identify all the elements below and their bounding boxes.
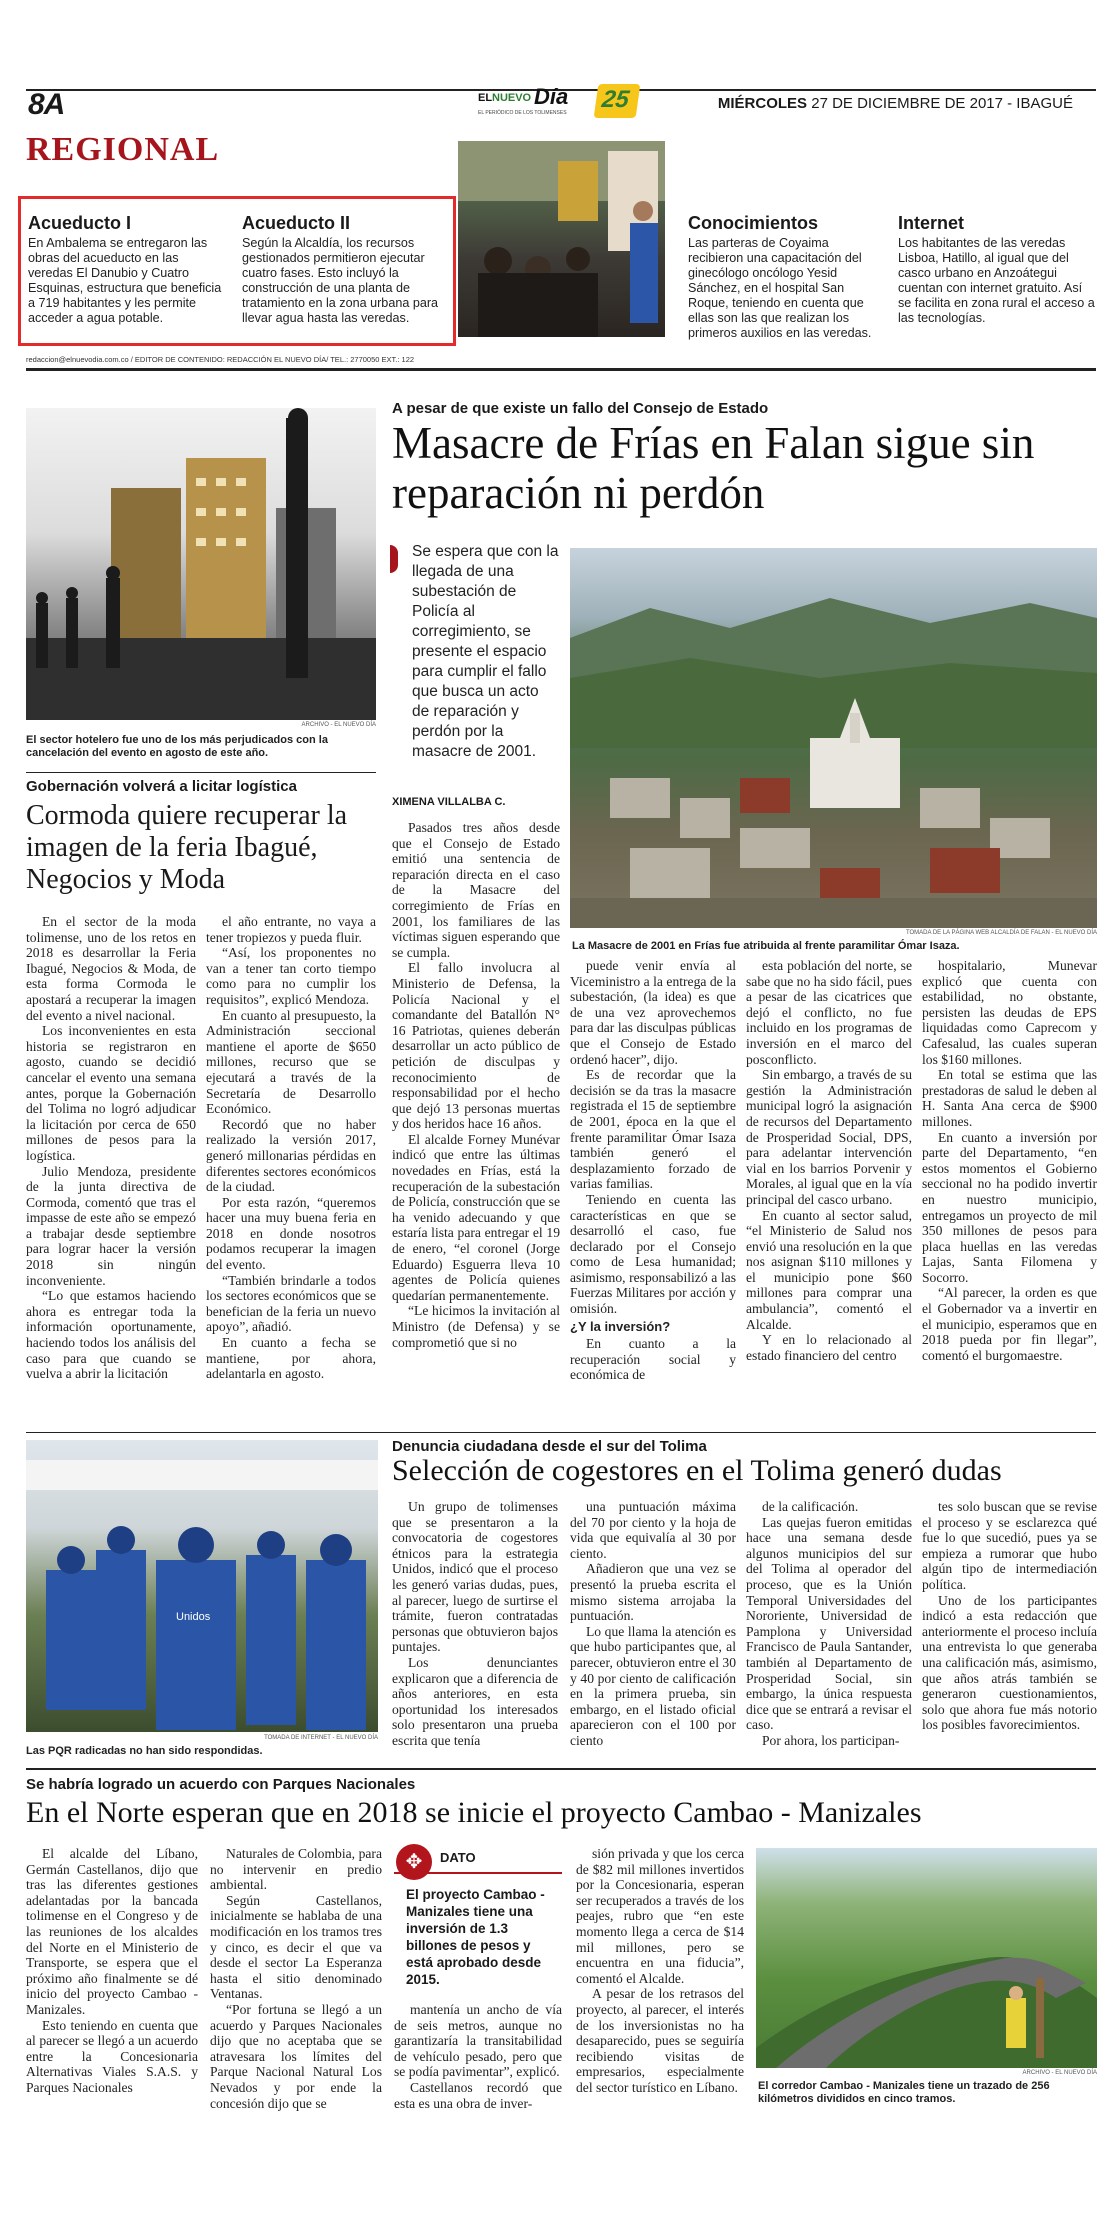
paragraph: Esto teniendo en cuenta que al parecer se llegó a un acuerdo entre la Concesionaria Alternativas Viales S.A.S. y Parques Nacionales xyxy=(26,2017,198,2095)
article-kicker: A pesar de que existe un fallo del Consejo de Estado xyxy=(392,400,769,417)
paragraph: “Lo que estamos haciendo ahora es entregar toda la información oportunamente, haciendo todos los análisis del caso para que cuando se vuelva a abrir la licitación xyxy=(26,1288,196,1382)
article-body-col-1 xyxy=(392,1499,558,1749)
article-body-col-4 xyxy=(922,1499,1097,1733)
article-headline: Masacre de Frías en Falan sigue sin reparación ni perdón xyxy=(392,418,1035,518)
section-title: REGIONAL xyxy=(26,131,220,168)
frias-photo-aerial xyxy=(570,548,1097,928)
brief-title: Acueducto II xyxy=(242,213,351,233)
svg-text:Unidos: Unidos xyxy=(176,1611,211,1623)
paragraph: Un grupo de tolimenses que se presentaron a la convocatoria de cogestores étnicos para la estrategia Unidos, indicó que el proceso les generó varias dudas, pues, al parecer, luego de surtirse el trámite, fueron contratadas personas que obtuvieron bajos puntajes. xyxy=(392,1499,558,1655)
paragraph: “También brindarle a todos los sectores económicos que se benefician de la feria un nuevo apoyo”, añadió. xyxy=(206,1272,376,1335)
article-body-col-4 xyxy=(576,1846,744,2096)
article-body-col-3 xyxy=(394,2002,562,2111)
paragraph: El alcalde del Líbano, Germán Castellanos, dijo que tras las diferentes gestiones adelantadas por la bancada tolimense en el Congreso y de las reuniones de los alcaldes del Norte en el Ministerio de Transporte, se espera que el próximo año finalmente se dé inicio del proyecto Cambao - Manizales. xyxy=(26,1846,198,2017)
dato-header xyxy=(394,1846,562,1874)
paragraph: El fallo involucra al Ministerio de Defensa, la Policía Nacional y el comandante del Batallón N° 16 Patriotas, quienes deberán desarrollar un acto público de petición de disculpas y reconocimiento de responsabilidad por el hecho que dejó 13 personas muertas y dos heridos hace 16 años. xyxy=(392,960,560,1132)
article-body-col-1 xyxy=(392,820,560,1350)
article-body-col-2 xyxy=(206,914,376,1382)
paragraph: Y en lo relacionado al estado financiero del centro xyxy=(746,1332,912,1363)
brief-conocimientos xyxy=(688,213,884,341)
paragraph: Naturales de Colombia, para no intervenir en predio ambiental. xyxy=(210,1846,382,1893)
town-aerial-illustration xyxy=(570,548,1097,928)
paragraph: “Por fortuna se llegó a un acuerdo y Parques Nacionales dijo que no aceptaba que se atravesara los límites del Parque Nacional Natural Los Nevados y por ende la concesión dijo que se xyxy=(210,2001,382,2111)
article-body-col-2 xyxy=(210,1846,382,2111)
cambao-photo-road xyxy=(756,1848,1097,2068)
article-body-col-2 xyxy=(570,958,736,1383)
paragraph: tes solo buscan que se revise el proceso y se esclarezca qué fue lo que sucedió, pues ya se empieza a rumorar que hubo algún tipo de intermediación política. xyxy=(922,1499,1097,1592)
article-byline: XIMENA VILLALBA C. xyxy=(392,796,506,808)
brief-text: Las parteras de Coyaima recibieron una capacitación del ginecólogo oncólogo Yesid Sánchez, en el hospital San Roque, teniendo en cuenta que ellas son las que realizan los primeros auxilios en las veredas. xyxy=(688,236,872,340)
brief-text: Según la Alcaldía, los recursos gestionados permitieron ejecutar cuatro fases. Esto incluyó la construcción de una planta de tratamiento en la zona urbana para llevar agua hasta las veredas. xyxy=(242,236,439,325)
anniversary-badge xyxy=(594,84,641,118)
dato-box xyxy=(394,1846,562,1987)
photo-credit: ARCHIVO - EL NUEVO DÍA xyxy=(1022,2070,1097,2076)
paragraph: Lo que llama la atención es que hubo participantes que, al parecer, obtuvieron entre el 30 y 40 por ciento de calificación en la primera prueba, sin embargo, en el listado oficial aparecieron con el 100 por ciento xyxy=(570,1623,736,1748)
article-kicker: Denuncia ciudadana desde el sur del Tolima xyxy=(392,1438,707,1455)
paragraph: Los inconvenientes en esta historia se registraron en agosto, cuando se decidió cancelar el evento una semana antes, porque la Gobernación del Tolima no logró adjudicar la licitación por cerca de 650 millones de pesos para la logística. xyxy=(26,1023,196,1163)
paragraph: una puntuación máxima del 70 por ciento y la hoja de vida que equivalía al 30 por ciento. xyxy=(570,1499,736,1561)
photo-caption: La Masacre de 2001 en Frías fue atribuida al frente paramilitar Ómar Isaza. xyxy=(572,940,960,952)
paragraph: Sin embargo, a través de su gestión la Administración municipal logró la asignación de recursos del Departamento de Prosperidad Social, DPS, para adelantar intervención vial en los barrios Porvenir y Morales, al igual que en la vía principal del casco urbano. xyxy=(746,1067,912,1207)
anniversary-number: 25 xyxy=(600,86,631,113)
date-rest: 27 DE DICIEMBRE DE 2017 - IBAGUÉ xyxy=(811,95,1073,112)
cogestores-photo-meeting xyxy=(26,1440,378,1732)
paragraph: A pesar de los retrasos del proyecto, al parecer, el interés de los inversionistas no ha desaparecido, pues se seguiría recibiendo visitas de empresarios, especialmente del sector turístico en Líbano. xyxy=(576,1986,744,2095)
brief-title: Acueducto I xyxy=(28,213,132,233)
paragraph: En cuanto al presupuesto, la Administración seccional mantiene el aporte de $650 millones, recurso que se ejecutará a través de la Secretaría de Desarrollo Económico. xyxy=(206,1007,376,1117)
article-headline: Cormoda quiere recuperar la imagen de la feria Ibagué, Negocios y Moda xyxy=(26,800,348,895)
paragraph: En cuanto a fecha se mantiene, por ahora, adelantarla en agosto. xyxy=(206,1335,376,1382)
paragraph: mantenía un ancho de vía de seis metros, aunque no garantizaría la transitabilidad de vehículo pesado, pero que se podía pavimentar”, explicó. xyxy=(394,2002,562,2080)
paragraph: “Así, los proponentes no van a tener tan corto tiempo como para no cumplir los requisitos”, explicó Mendoza. xyxy=(206,945,376,1007)
paragraph: sión privada y que los cerca de $82 mil millones invertidos por la Concesionaria, esperan ser recuperados a través de los peajes, rubro que “en este momento llega a cerca de $14 mil millones, pero se encuentra en una fiducia”, comentó el Alcalde. xyxy=(576,1846,744,1986)
paragraph: En cuanto a inversión por parte del Departamento, “en estos momentos el Gobierno seccional no ha podido invertir en nuestro municipio, entregamos un proyecto de mil 350 millones de pesos para placa huellas en las veredas Lajas, Santa Filomena y Socorro. xyxy=(922,1129,1097,1285)
training-scene-illustration xyxy=(458,141,665,337)
brief-acueducto-2 xyxy=(242,213,442,326)
date-weekday: MIÉRCOLES xyxy=(717,95,808,112)
article-lede: Se espera que con la llegada de una subestación de Policía al corregimiento, se presente el espacio para cumplir el fallo que busca un acto de reparación y perdón por la masacre de 2001. xyxy=(412,543,559,760)
road-scene-illustration xyxy=(756,1848,1097,2068)
article-headline: En el Norte esperan que en 2018 se inicie el proyecto Cambao - Manizales xyxy=(26,1796,922,1829)
runway-scene-illustration xyxy=(26,408,376,720)
photo-caption: El sector hotelero fue uno de los más perjudicados con la cancelación del evento en agosto de este año. xyxy=(26,734,328,759)
paragraph: Teniendo en cuenta las características en que se desarrolló el caso, fue declarado por el Consejo como de Lesa humanidad; asimismo, responsabilizó a las Fuerzas Militares por acción y omisión. xyxy=(570,1191,736,1317)
paragraph: Julio Mendoza, presidente de la junta directiva de Cormoda, comentó que tras el impasse de este año se empezó a trabajar desde septiembre para lograr hacer la versión 2018 sin ningún inconveniente. xyxy=(26,1163,196,1288)
article-body-col-1 xyxy=(26,1846,198,2096)
section-subhead: ¿Y la inversión? xyxy=(570,1318,671,1334)
article-body-col-1 xyxy=(26,914,196,1382)
paragraph: Uno de los participantes indicó a esta redacción que anteriormente el proceso incluía una entrevista lo que generaba una calificación más, asimismo, que años atrás también se generaron cuestionamientos, solo que ahora fue más notorio los posibles favorecimientos. xyxy=(922,1592,1097,1733)
logo-nuevo: NUEVO xyxy=(492,92,532,104)
paragraph: “Al parecer, la orden es que el Gobernador va a invertir en el municipio, esperamos que en 2018 pueda por fin llegar”, comentó el burgomaestre. xyxy=(922,1285,1097,1363)
paragraph: puede venir envía al Viceministro a la entrega de la subestación, (la idea) es que de una vez aprovechemos para dar las disculpas públicas que el Consejo de Estado ordenó hacer”, dijo. xyxy=(570,958,736,1067)
paragraph: En cuanto al sector salud, “el Ministerio de Salud nos envió una resolución en la que nos asignan $110 millones y el municipio pone $60 millones para comprar una ambulancia”, comentó el Alcalde. xyxy=(746,1207,912,1332)
article-headline: Selección de cogestores en el Tolima generó dudas xyxy=(392,1454,1002,1487)
paragraph: Según Castellanos, inicialmente se hablaba de una modificación en los tramos tres y cinco, es decir el que va desde el sector La Esperanza hasta el sitio denominado Ventanas. xyxy=(210,1892,382,2002)
photo-credit: ARCHIVO - EL NUEVO DÍA xyxy=(301,722,376,728)
brief-acueducto-1 xyxy=(28,213,224,326)
photo-credit: TOMADA DE LA PÁGINA WEB ALCALDÍA DE FALAN - EL NUEVO DÍA xyxy=(905,930,1097,936)
newspaper-logo xyxy=(478,86,648,126)
meeting-scene-illustration xyxy=(26,1440,378,1732)
paragraph: Pasados tres años desde que el Consejo de Estado emitió una sentencia de reparación directa en el caso de la Masacre del corregimiento de Frías en 2001, los familiares de las víctimas siguen esperando que se cumpla. xyxy=(392,820,560,960)
paragraph: hospitalario, Munevar explicó que cuenta con estabilidad, no obstante, persisten las deudas de EPS liquidadas como Caprecom y Cafesalud, las cuales superan los $160 millones. xyxy=(922,958,1097,1067)
paragraph: Añadieron que una vez se presentó la prueba escrita el mismo sistema arrojaba la puntuación. xyxy=(570,1561,736,1624)
article-body-col-4 xyxy=(922,958,1097,1363)
paragraph: En cuanto a la recuperación social y económica de xyxy=(570,1336,736,1383)
lede-marker xyxy=(390,545,398,573)
paragraph: Por esta razón, “queremos hacer una muy buena feria en 2018 en donde nosotros podamos recuperar la imagen del evento. xyxy=(206,1194,376,1273)
cormoda-photo-runway xyxy=(26,408,376,720)
dato-text: El proyecto Cambao - Manizales tiene una inversión de 1.3 billones de pesos y está aprobado desde 2015. xyxy=(406,1887,545,1987)
paragraph: Por ahora, los participan- xyxy=(762,1732,900,1748)
issue-date xyxy=(718,95,1073,112)
dato-puzzle-icon: ✥ xyxy=(396,1844,432,1880)
dato-label: DATO xyxy=(440,1850,476,1865)
paragraph: de la calificación. xyxy=(762,1499,859,1514)
photo-caption: Las PQR radicadas no han sido respondidas. xyxy=(26,1745,263,1757)
logo-el: EL xyxy=(478,92,493,104)
editor-contact-line: redaccion@elnuevodia.com.co / EDITOR DE CONTENIDO: REDACCIÓN EL NUEVO DÍA/ TEL.: 2770050 EXT.: 122 xyxy=(26,355,415,364)
paragraph: En total se estima que las prestadoras de salud le deben al H. Santa Ana cerca de $900 millones. xyxy=(922,1067,1097,1129)
article-kicker: Gobernación volverá a licitar logística xyxy=(26,778,297,795)
paragraph: El alcalde Forney Munévar indicó que entre las últimas novedades en Frías, está la recuperación de la subestación de Policía, construcción que se ha venido adecuando y que estaría lista para entregar el 19 de enero, “el coronel (Jorge Eduardo) Esguerra lleva 10 agentes de Policía quienes quedarían permanentemente. xyxy=(392,1131,560,1303)
logo-dia: Día xyxy=(534,84,569,109)
page-number: 8A xyxy=(28,88,65,121)
article-body-col-3 xyxy=(746,1499,912,1749)
logo-tagline: EL PERIÓDICO DE LOS TOLIMENSES xyxy=(478,110,567,116)
paragraph: Recordó que no haber realizado la versión 2017, generó millonarias pérdidas en diferentes sectores económicos de la ciudad. xyxy=(206,1116,376,1195)
photo-caption: El corredor Cambao - Manizales tiene un trazado de 256 kilómetros divididos en cinco tramos. xyxy=(758,2080,1050,2105)
brief-title: Internet xyxy=(898,213,965,233)
paragraph: esta población del norte, se sabe que no ha sido fácil, pues a pesar de las cicatrices que dejó el conflicto, no fue incluido en los programas de inversión en el marco del posconflicto. xyxy=(746,958,912,1067)
paragraph: Es de recordar que la decisión se da tras la masacre registrada el 15 de septiembre de 2001, época en la que el frente paramilitar Ómar Isaza también generó el desplazamiento forzado de varias familias. xyxy=(570,1067,736,1192)
paragraph: el año entrante, no vaya a tener tropiezos y pueda fluir. xyxy=(206,914,376,945)
brief-text: En Ambalema se entregaron las obras del acueducto en las veredas El Danubio y Cuatro Esquinas, estructura que beneficia a 719 habitantes y les permite acceder a agua potable. xyxy=(28,236,222,325)
brief-title: Conocimientos xyxy=(688,213,819,233)
paragraph: Las quejas fueron emitidas hace una semana desde algunos municipios del sur del Tolima al operador del proceso, que es la Unión Temporal Universidades del Nororiente, Universidad de Pamplona y Universidad Francisco de Paula Santander, también al Departamento de Prosperidad Social, sin embargo, la única respuesta dice que se entrará a revisar el caso. xyxy=(746,1514,912,1733)
article-body-col-3 xyxy=(746,958,912,1363)
brief-photo-training xyxy=(458,141,665,337)
paragraph: Los denunciantes explicaron que a diferencia de años anteriores, en esta oportunidad los interesados solo presentaron una prueba escrita que tenía xyxy=(392,1654,558,1748)
paragraph: Castellanos recordó que esta es una obra de inver- xyxy=(394,2079,562,2111)
article-body-col-2 xyxy=(570,1499,736,1749)
photo-credit: TOMADA DE INTERNET - EL NUEVO DÍA xyxy=(264,1735,378,1741)
paragraph: “Le hicimos la invitación al Ministro (de Defensa) y se comprometió que si no xyxy=(392,1303,560,1350)
brief-internet xyxy=(898,213,1096,326)
paragraph: En el sector de la moda tolimense, uno de los retos en 2018 es desarrollar la Feria Ibagué, Negocios & Moda, de esta forma Cormoda le apostará a recuperar la imagen del evento a nivel nacional. xyxy=(26,914,196,1023)
article-kicker: Se habría logrado un acuerdo con Parques Nacionales xyxy=(26,1776,416,1793)
brief-text: Los habitantes de las veredas Lisboa, Hatillo, al igual que del casco urbano en Anzoátegui cuentan con internet gratuito. Así se facilita en zona rural el acceso a las tecnologías. xyxy=(898,236,1095,325)
